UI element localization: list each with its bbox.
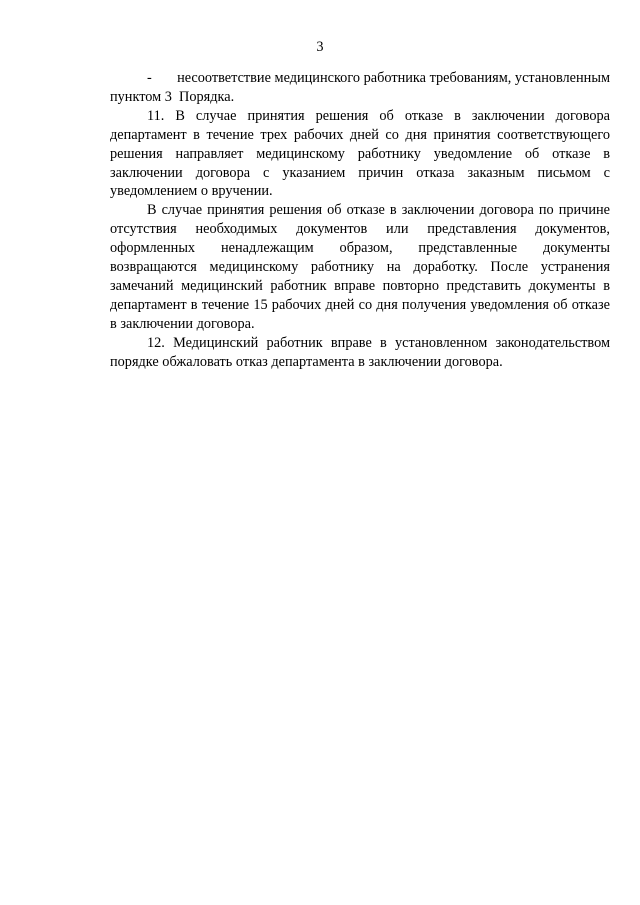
page-number: 3 (316, 39, 324, 55)
paragraph-requirements-mismatch: - несоответствие медицинского работника требованиям, установленным пунктом 3 Порядка. (110, 70, 610, 105)
document-body (110, 69, 610, 372)
paragraph-documents-return: В случае принятия решения об отказе в заключении договора по причине отсутствия необходимых документов или представления документов, оформленных ненадлежащим образом, представленные документы возвращаются медицинскому работнику на доработку. После устранения замечаний медицинский работник вправе повторно представить документы в департамент в течение 15 рабочих дней со дня получения уведомления об отказе в заключении договора. (110, 202, 610, 332)
paragraph-item-12: 12. Медицинский работник вправе в установленном законодательством порядке обжаловать отказ департамента в заключении договора. (110, 334, 610, 370)
paragraph-item-11: 11. В случае принятия решения об отказе в заключении договора департамент в течение трех рабочих дней со дня принятия соответствующего решения направляет медицинскому работнику уведомление об отказе в заключении договора с указанием причин отказа заказным письмом с уведомлением о вручении. (110, 107, 610, 200)
